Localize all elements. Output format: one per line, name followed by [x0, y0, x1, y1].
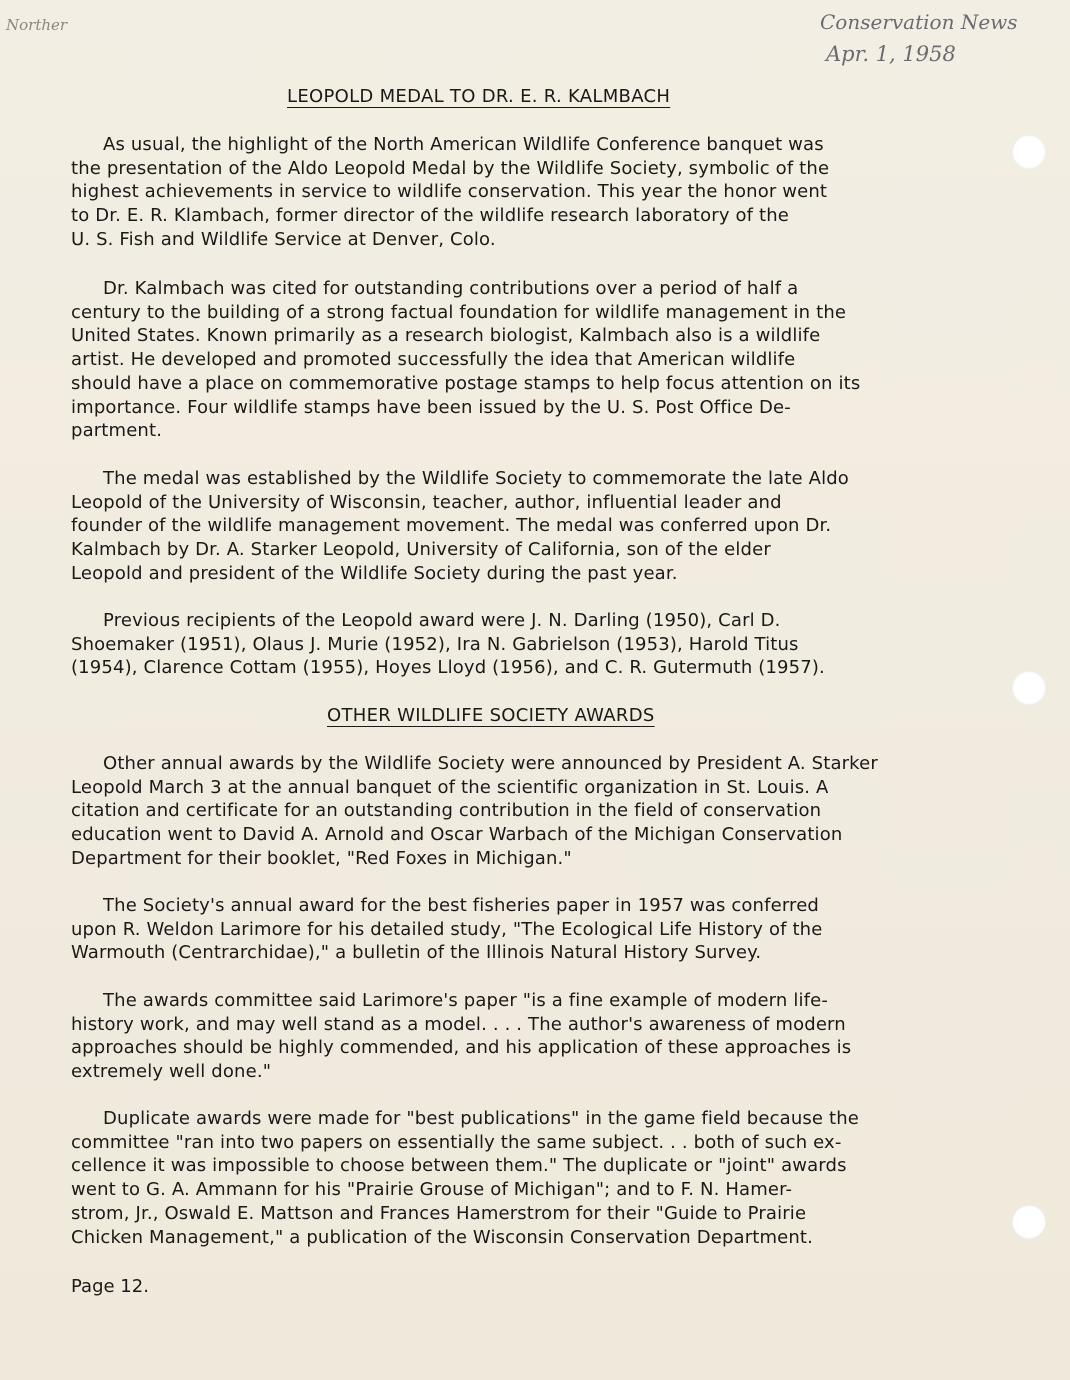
- text-line: extremely well done.": [71, 1061, 272, 1083]
- text-line: Other annual awards by the Wildlife Society were announced by President A. Starker: [103, 753, 878, 774]
- text-line: The medal was established by the Wildlife Society to commemorate the late Aldo: [103, 468, 849, 489]
- text-line: history work, and may well stand as a model. . . . The author's awareness of modern: [71, 1013, 846, 1035]
- paragraph-banquet-medal: [71, 133, 829, 252]
- text-line: The awards committee said Larimore's paper "is a fine example of modern life-: [103, 990, 828, 1011]
- text-line: Kalmbach by Dr. A. Starker Leopold, University of California, son of the elder: [71, 539, 771, 561]
- article-heading-society-awards: OTHER WILDLIFE SOCIETY AWARDS: [327, 705, 655, 726]
- text-line: education went to David A. Arnold and Oscar Warbach of the Michigan Conservation: [71, 824, 843, 846]
- paragraph-other-awards: [71, 752, 878, 871]
- handwritten-date-note: Apr. 1, 1958: [826, 42, 956, 66]
- text-line: strom, Jr., Oswald E. Mattson and Frances Hamerstrom for their "Guide to Prairie: [71, 1202, 807, 1224]
- text-line: The Society's annual award for the best fisheries paper in 1957 was conferred: [103, 895, 820, 916]
- text-line: cellence it was impossible to choose between them." The duplicate or "joint" awards: [71, 1155, 847, 1177]
- paragraph-medal-established: [71, 467, 849, 586]
- text-line: United States. Known primarily as a research biologist, Kalmbach also is a wildlife: [71, 325, 821, 347]
- text-line: committee "ran into two papers on essentially the same subject. . . both of such ex-: [71, 1131, 842, 1153]
- text-line: partment.: [71, 420, 163, 442]
- paragraph-previous-recipients: [71, 609, 825, 680]
- punch-hole-bottom: [1012, 1205, 1046, 1239]
- page-number: Page 12.: [71, 1276, 149, 1297]
- text-line: Duplicate awards were made for "best publications" in the game field because the: [103, 1108, 859, 1129]
- text-line: Leopold of the University of Wisconsin, teacher, author, influential leader and: [71, 491, 782, 513]
- text-line: should have a place on commemorative postage stamps to help focus attention on its: [71, 372, 861, 394]
- paragraph-fisheries-award: [71, 894, 822, 965]
- text-line: importance. Four wildlife stamps have been issued by the U. S. Post Office De-: [71, 396, 791, 418]
- punch-hole-top: [1012, 135, 1046, 169]
- text-line: upon R. Weldon Larimore for his detailed study, "The Ecological Life History of the: [71, 918, 823, 940]
- text-line: citation and certificate for an outstanding contribution in the field of conservation: [71, 800, 822, 822]
- text-line: As usual, the highlight of the North American Wildlife Conference banquet was: [103, 134, 824, 155]
- text-line: Dr. Kalmbach was cited for outstanding contributions over a period of half a: [103, 278, 799, 299]
- text-line: century to the building of a strong factual foundation for wildlife management in the: [71, 301, 847, 323]
- text-line: approaches should be highly commended, and his application of these approaches is: [71, 1037, 852, 1059]
- text-line: founder of the wildlife management movement. The medal was conferred upon Dr.: [71, 515, 832, 537]
- text-line: Previous recipients of the Leopold award were J. N. Darling (1950), Carl D.: [103, 610, 781, 631]
- article-heading-leopold-medal: LEOPOLD MEDAL TO DR. E. R. KALMBACH: [287, 86, 671, 107]
- text-line: (1954), Clarence Cottam (1955), Hoyes Lloyd (1956), and C. R. Gutermuth (1957).: [71, 657, 825, 679]
- text-line: Leopold and president of the Wildlife Society during the past year.: [71, 562, 678, 584]
- handwritten-note-left: Norther: [6, 16, 68, 34]
- text-line: highest achievements in service to wildlife conservation. This year the honor went: [71, 181, 828, 203]
- text-line: Shoemaker (1951), Olaus J. Murie (1952), Ira N. Gabrielson (1953), Harold Titus: [71, 633, 799, 655]
- text-line: Chicken Management," a publication of the Wisconsin Conservation Department.: [71, 1226, 814, 1248]
- text-line: Leopold March 3 at the annual banquet of the scientific organization in St. Louis. A: [71, 776, 829, 798]
- punch-hole-middle: [1012, 671, 1046, 705]
- text-line: Department for their booklet, "Red Foxes in Michigan.": [71, 847, 572, 869]
- handwritten-source-note: Conservation News: [820, 10, 1018, 34]
- text-line: Warmouth (Centrarchidae)," a bulletin of the Illinois Natural History Survey.: [71, 942, 762, 964]
- text-line: went to G. A. Ammann for his "Prairie Grouse of Michigan"; and to F. N. Hamer-: [71, 1179, 793, 1201]
- text-line: the presentation of the Aldo Leopold Medal by the Wildlife Society, symbolic of the: [71, 157, 830, 179]
- paragraph-kalmbach-contributions: [71, 277, 860, 443]
- text-line: artist. He developed and promoted successfully the idea that American wildlife: [71, 349, 796, 371]
- paragraph-duplicate-awards: [71, 1107, 859, 1249]
- paragraph-committee-quote: [71, 989, 851, 1084]
- text-line: U. S. Fish and Wildlife Service at Denver, Colo.: [71, 228, 496, 250]
- text-line: to Dr. E. R. Klambach, former director of the wildlife research laboratory of the: [71, 205, 790, 227]
